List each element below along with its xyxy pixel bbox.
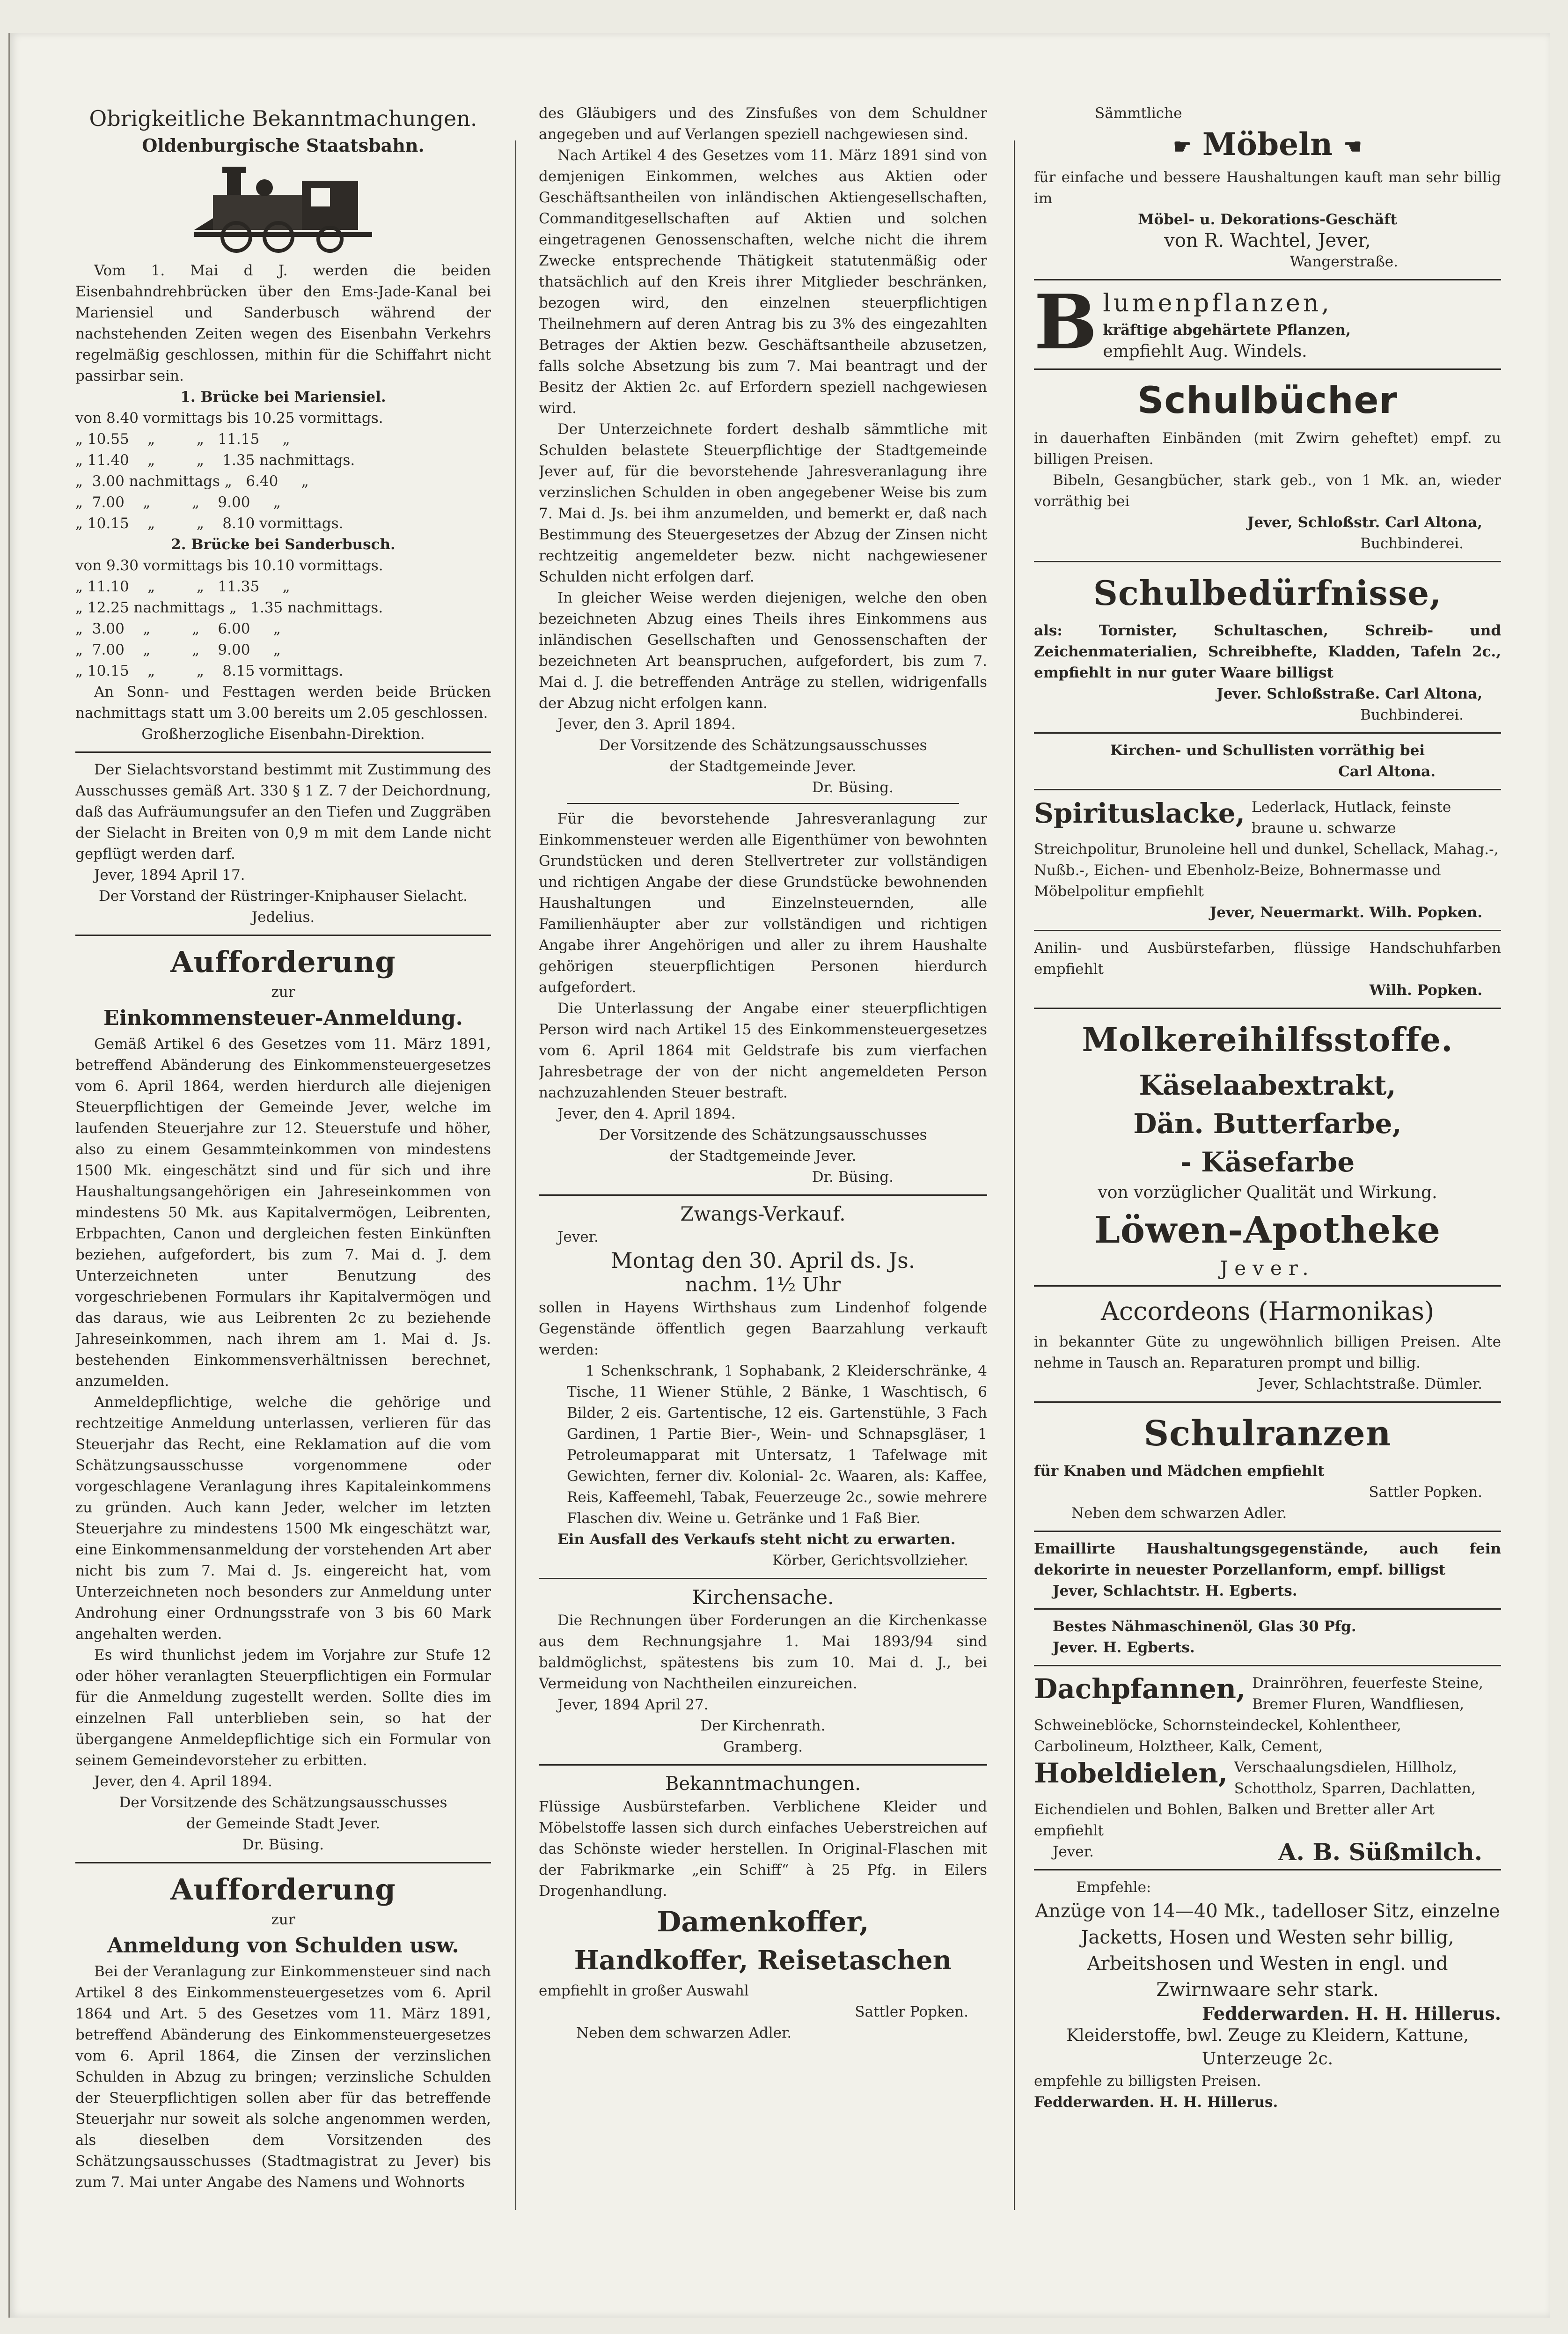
- locomotive-illustration: [185, 162, 381, 256]
- schedule-row: von 9.30 vormittags bis 10.10 vormittags.: [75, 557, 383, 574]
- column-2: [539, 103, 987, 2243]
- ad-text: für Knaben und Mädchen empfiehlt: [1034, 1463, 1325, 1480]
- ad-headline: Hobeldielen,: [1034, 1757, 1228, 1789]
- ad-headline: Schulbücher: [1137, 380, 1398, 422]
- holiday-note: An Sonn- und Festtagen werden beide Brücken nachmittags statt um 3.00 bereits um 2.05 geschlossen.: [75, 684, 491, 722]
- pointing-hand-icon: ☚: [1343, 135, 1362, 159]
- ad-text: Verschaalungsdielen, Hillholz, Schottholz, Sparren, Dachlatten, Eichendielen und Bohlen, Balken und Bretter aller Art empfiehlt: [1034, 1759, 1476, 1839]
- signature: der Gemeinde Stadt Jever.: [186, 1815, 380, 1832]
- ad-text: kräftige abgehärtete Pflanzen,: [1103, 322, 1351, 339]
- ad-text: Empfehle:: [1076, 1879, 1151, 1896]
- ad-signature: Sattler Popken.: [855, 2003, 968, 2020]
- hobel-ad: [1034, 1757, 1501, 1841]
- ad-text: in dauerhaften Einbänden (mit Zwirn geheftet) empf. zu billigen Preisen.: [1034, 430, 1501, 468]
- divider: [1034, 1008, 1501, 1009]
- signature: Körber, Gerichtsvollzieher.: [772, 1552, 968, 1569]
- divider: [539, 1578, 987, 1579]
- spiritus-ad: [1034, 797, 1501, 902]
- ad-signature: Jever, Neuermarkt. Wilh. Popken.: [1209, 904, 1482, 921]
- place-line: Jever.: [557, 1229, 599, 1245]
- notice-zur: zur: [271, 984, 295, 1001]
- divider: [1034, 279, 1501, 280]
- ad-text: Bestes Nähmaschinenöl, Glas 30 Pfg.: [1053, 1618, 1356, 1635]
- ad-headline: Handkoffer, Reisetaschen: [574, 1945, 952, 1976]
- blumen-ad: [1034, 287, 1501, 362]
- divider: [1034, 561, 1501, 562]
- schedule-row: „ 10.55 „ „ 11.15 „: [75, 431, 290, 448]
- siel-notice: Der Sielachtsvorstand bestimmt mit Zustimmung des Ausschusses gemäß Art. 330 § 1 Z. 7 der Deichordnung, daß das Aufräumungsufer an den Tiefen und Zuggräben der Sielacht in Breiten von 0,9 m mit dem Lande nicht gepflügt werden darf.: [75, 761, 491, 862]
- notice-paragraph: Nach Artikel 4 des Gesetzes vom 11. März 1891 sind von demjenigen Einkommen, welches aus Aktien oder Geschäftsantheilen von inländischen Aktiengesellschaften, Commanditgesellschaften auf Aktien und solchen eingetragenen Genossenschaften, welche nicht die ihrem Zwecke entsprechende Thätigkeit statutenmäßig oder thatsächlich auf den Kreis ihrer Mitglieder beschränken, bezogen wird, den einzelnen steuerpflichtigen Theilnehmern auf deren Antrag bis zu 3% des eingezahlten Betrages der Aktien bezw. Geschäftsantheile abzusetzen, falls solche Absetzung bis zum 7. Mai beantragt und der Besitz der Aktien 2c. auf Erfordern speziell nachgewiesen wird.: [539, 147, 987, 417]
- ad-signature: Carl Altona.: [1338, 763, 1436, 780]
- schedule-row: „ 10.15 „ „ 8.10 vormittags.: [75, 515, 344, 532]
- signature-name: Dr. Büsing.: [812, 779, 894, 796]
- ad-text: Bibeln, Gesangbücher, stark geb., von 1 Mk. an, wieder vorräthig bei: [1034, 472, 1501, 510]
- ad-signature: Buchbinderei.: [1360, 535, 1464, 552]
- divider: [75, 1862, 491, 1863]
- signature: Der Kirchenrath.: [700, 1717, 826, 1734]
- notice-paragraph: Es wird thunlichst jedem im Vorjahre zur Stufe 12 oder höher veranlagten Steuerpflichtigen ein Formular für die Anmeldung zugestellt werden. Sollte dies im einzelnen Fall unterblieben sein, so hat der übergangene Anmeldepflichtige sich ein Formular von seinem Gemeindevorsteher zu erbitten.: [75, 1647, 491, 1769]
- signature: Der Vorsitzende des Schätzungsausschusses: [599, 1127, 927, 1143]
- ad-text: Sämmtliche: [1095, 105, 1182, 122]
- auction-note: Ein Ausfall des Verkaufs steht nicht zu erwarten.: [557, 1531, 956, 1548]
- ad-text: empfiehlt in großer Auswahl: [539, 1982, 749, 1999]
- ad-headline: Molkereihilfsstoffe.: [1082, 1020, 1453, 1059]
- ad-text: Anzüge von 14—40 Mk., tadelloser Sitz, einzelne Jacketts, Hosen und Westen sehr billig, Arbeitshosen und Westen in engl. und Zwirnwaare sehr stark.: [1035, 1900, 1500, 2001]
- divider: [75, 751, 491, 753]
- auction-date: Montag den 30. April ds. Js.: [610, 1248, 916, 1273]
- ad-headline: Spirituslacke,: [1034, 797, 1245, 829]
- ad-address: Neben dem schwarzen Adler.: [1071, 1505, 1287, 1522]
- signature: Der Vorsitzende des Schätzungsausschusses: [119, 1794, 447, 1811]
- ad-signature: Jever. H. Egberts.: [1053, 1639, 1195, 1656]
- divider: [1034, 368, 1501, 370]
- notice-paragraph: Anmeldepflichtige, welche die gehörige und rechtzeitige Anmeldung unterlassen, verlieren für das Steuerjahr das Recht, eine Reklamation auf die vom Schätzungsausschusse vorgenommene oder vorgeschlagene Veranlagung ihres Kapitaleinkommens zu gründen. Auch kann Jeder, welcher im letzten Steuerjahre zu mindestens 1500 Mk eingeschätzt war, eine Einkommensanmeldung der vorstehenden Art aber nicht bis zum 7. Mai d. Js. eingereicht hat, vom Unterzeichneten noch besonders zur Anmeldung unter Androhung einer Ordnungsstrafe von 3 bis 60 Mark angehalten werden.: [75, 1394, 491, 1642]
- signature: Der Vorsitzende des Schätzungsausschusses: [599, 737, 927, 754]
- divider: [1034, 1665, 1501, 1666]
- section-heading: Obrigkeitliche Bekanntmachungen.: [89, 106, 477, 131]
- ad-signature: Buchbinderei.: [1360, 707, 1464, 723]
- divider: [1034, 1531, 1501, 1532]
- ad-signature-row: [1034, 1838, 1501, 1866]
- ad-signature: Jever, Schloßstr. Carl Altona,: [1247, 514, 1482, 531]
- ad-product: Dän. Butterfarbe,: [1133, 1108, 1402, 1140]
- ad-text: für einfache und bessere Haushaltungen kauft man sehr billig im: [1034, 169, 1501, 207]
- ad-headline: Damenkoffer,: [657, 1906, 869, 1938]
- ad-headline: [1034, 126, 1501, 165]
- schedule-row: „ 7.00 „ „ 9.00 „: [75, 641, 281, 658]
- ad-headline: lumenpflanzen,: [1103, 289, 1332, 317]
- divider: [1034, 1608, 1501, 1610]
- divider: [1034, 1285, 1501, 1287]
- ad-headline: Schulbedürfnisse,: [1093, 573, 1442, 613]
- notice-paragraph: Die Unterlassung der Angabe einer steuerpflichtigen Person wird nach Artikel 15 des Einkommensteuergesetzes vom 6. April 1864 mit Geldstrafe bis zum vierfachen Jahresbetrage der von der nicht angemeldeten Person nachzuzahlenden Steuer bestraft.: [539, 1000, 987, 1101]
- notice-paragraph: des Gläubigers und des Zinsfußes von dem Schuldner angegeben und auf Verlangen speziell nachgewiesen sind.: [539, 105, 987, 143]
- bridge-1-title: 1. Brücke bei Mariensiel.: [180, 389, 386, 405]
- decorative-initial: B: [1034, 287, 1098, 362]
- date-line: Jever, den 3. April 1894.: [557, 716, 736, 733]
- auction-items: 1 Schenkschrank, 1 Sophabank, 2 Kleiderschränke, 4 Tische, 11 Wiener Stühle, 2 Bänke, 1 Waschtisch, 6 Bilder, 2 eis. Gartentische, 12 eis. Gartenstühle, 3 Fach Gardinen, 1 Partie Bier-, Wein- und Schnapsgläser, 1 Petroleumapparat mit Untersatz, 1 Tafelwage mit Gewichten, ferner div. Kolonial- 2c. Waaren, als: Kaffee, Reis, Kaffeemehl, Tabak, Feuerzeuge 2c., sowie mehrere Flaschen div. Weine u. Getränke und 1 Faß Bier.: [567, 1362, 987, 1527]
- ad-signature: Fedderwarden. H. H. Hillerus.: [1202, 2003, 1501, 2024]
- ad-text: in bekannter Güte zu ungewöhnlich billigen Preisen. Alte nehme in Tausch an. Reparaturen prompt und billig.: [1034, 1333, 1501, 1371]
- schedule-row: „ 7.00 „ „ 9.00 „: [75, 494, 281, 511]
- ad-text: Emaillirte Haushaltungsgegenstände, auch fein dekorirte in neuester Porzellanform, empf. billigst: [1034, 1540, 1501, 1578]
- divider: [567, 803, 959, 804]
- ad-place: Jever.: [1053, 1843, 1094, 1860]
- notice-paragraph: Gemäß Artikel 6 des Gesetzes vom 11. März 1891, betreffend Abänderung des Einkommensteuergesetzes vom 6. April 1864, werden hierdurch alle diejenigen Steuerpflichtigen der Gemeinde Jever, welche im laufenden Steuerjahre zur 12. Steuerstufe und höher, also zu einem Gesammteinkommen von mindestens 1500 Mk. eingeschätzt sind und für sich und ihre Haushaltungsangehörigen ein Jahreseinkommen von mindestens 50 Mk. aus Kapitalvermögen, Leibrenten, Erbpachten, Canon und dergleichen festen Einkünften beziehen, aufgefordert, bis zum 7. Mai d. J. dem Unterzeichneten unter Benutzung des vorgeschriebenen Formulars ihr Kapitalvermögen und das daraus, wie aus Leibrenten 2c zu beziehende Jahreseinkommen, nach ihrem am 1. Mai d. Js. bestehenden Einkommensverhältnissen berechnet, anzumelden.: [75, 1036, 491, 1390]
- notice-title: Zwangs-Verkauf.: [680, 1202, 846, 1225]
- ad-headline: Accordeons (Harmonikas): [1100, 1296, 1435, 1326]
- schedule-row: „ 3.00 nachmittags „ 6.40 „: [75, 473, 309, 490]
- ad-product: Käselaabextrakt,: [1139, 1069, 1396, 1101]
- ad-signature: empfiehlt Aug. Windels.: [1103, 342, 1307, 361]
- ad-product: - Käsefarbe: [1180, 1146, 1355, 1178]
- divider: [75, 935, 491, 936]
- ad-signature: Jever. Schloßstraße. Carl Altona,: [1216, 685, 1482, 702]
- notice-subtitle: Anmeldung von Schulden usw.: [107, 1934, 459, 1958]
- ad-headline-text: Möbeln: [1202, 126, 1333, 162]
- ad-headline: Schulranzen: [1143, 1414, 1392, 1454]
- ad-text: Drainröhren, feuerfeste Steine, Bremer Fluren, Wandfliesen, Schweineblöcke, Schornsteindeckel, Kohlentheer, Carbolineum, Holztheer, Kalk, Cement,: [1034, 1675, 1483, 1755]
- newspaper-page: [8, 33, 1550, 2318]
- ad-shop: Möbel- u. Dekorations-Geschäft: [1138, 211, 1397, 228]
- signature: der Stadtgemeinde Jever.: [669, 758, 857, 775]
- notice-paragraph: sollen in Hayens Wirthshaus zum Lindenhof folgende Gegenstände öffentlich gegen Baarzahlung verkauft werden:: [539, 1299, 987, 1358]
- notice-paragraph: Die Rechnungen über Forderungen an die Kirchenkasse aus dem Rechnungsjahre 1. Mai 1893/94 sind baldmöglichst, spätestens bis zum 10. Mai d. J., bei Vermeidung von Nachtheilen einzureichen.: [539, 1612, 987, 1692]
- signature: Großherzogliche Eisenbahn-Direktion.: [141, 726, 425, 743]
- schedule-row: von 8.40 vormittags bis 10.25 vormittags.: [75, 410, 383, 427]
- notice-paragraph: Bei der Veranlagung zur Einkommensteuer sind nach Artikel 8 des Einkommensteuergesetzes vom 6. April 1864 und Art. 5 des Gesetzes vom 11. März 1891, betreffend Abänderung des Einkommensteuergesetzes vom 6. April 1864, die Zinsen der verzinslichen Schulden in Abzug zu bringen; verzinsliche Schulden der Steuerpflichtigen sollen aber für das betreffende Steuerjahr nur soweit als solche angenommen werden, als dieselben dem Vorsitzenden des Schätzungsausschusses (Stadtmagistrat zu Jever) bis zum 7. Mai unter Angabe des Namens und Wohnorts: [75, 1963, 491, 2191]
- notice-paragraph: Der Unterzeichnete fordert deshalb sämmtliche mit Schulden belastete Steuerpflichtige der Stadtgemeinde Jever auf, für die bevorstehende Jahresveranlagung ihre verzinslichen Schulden in oben angegebener Weise bis zum 7. Mai d. Js. bei ihm anzumelden, und bemerkt er, daß nach Bestimmung des Steuergesetzes der Abzug der Zinsen nicht rechtzeitig angemeldeter bezw. nicht nachgewiesener Schulden nicht erfolgen darf.: [539, 421, 987, 585]
- auction-time: nachm. 1½ Uhr: [685, 1273, 841, 1296]
- ad-signature: Wilh. Popken.: [1369, 982, 1482, 999]
- dach-ad: [1034, 1673, 1501, 1757]
- column-divider: [515, 140, 516, 2210]
- ad-text: Lederlack, Hutlack, feinste braune u. schwarze Streichpolitur, Brunoleine hell und dunkel, Schellack, Mahag.-, Nußb.-, Eichen- und Ebenholz-Beize, Bohnermasse und Möbelpolitur empfiehlt: [1034, 799, 1499, 900]
- notice-title: Aufforderung: [170, 945, 396, 979]
- ad-owner: von R. Wachtel, Jever,: [1164, 230, 1371, 251]
- ad-paragraph: Flüssige Ausbürstefarben. Verblichene Kleider und Möbelstoffe lassen sich durch einfaches Ueberstreichen auf das Schönste wieder herstellen. In Original-Flaschen mit der Fabrikmarke „ein Schiff“ à 25 Pfg. in Eilers Drogenhandlung.: [539, 1798, 987, 1900]
- ad-headline: Löwen-Apotheke: [1094, 1209, 1441, 1252]
- bridge-2-schedule: [75, 555, 491, 682]
- notice-zur: zur: [271, 1911, 295, 1928]
- notice-paragraph: In gleicher Weise werden diejenigen, welche den oben bezeichneten Abzug eines Theils ihres Einkommens aus inländischen Gesellschaften und Genossenschaften der bezeichneten Art beanspruchen, aufgefordert, bis zum 7. Mai d. J. die betreffenden Anträge zu stellen, widrigenfalls der Abzug nicht erfolgen kann.: [539, 589, 987, 712]
- ad-address: Neben dem schwarzen Adler.: [576, 2025, 792, 2041]
- column-3: [1034, 103, 1501, 2257]
- ad-signature: Sattler Popken.: [1369, 1484, 1482, 1501]
- date-line: Jever, den 4. April 1894.: [94, 1773, 272, 1790]
- signature-name: Jedelius.: [251, 909, 315, 926]
- ad-signature: Jever, Schlachtstr. H. Egberts.: [1053, 1583, 1297, 1599]
- ad-address: Wangerstraße.: [1290, 253, 1398, 270]
- ad-text: Anilin- und Ausbürstefarben, flüssige Handschuhfarben empfiehlt: [1034, 940, 1501, 978]
- schedule-row: „ 11.10 „ „ 11.35 „: [75, 578, 290, 595]
- bridge-1-schedule: [75, 408, 491, 534]
- bridge-2-title: 2. Brücke bei Sanderbusch.: [171, 536, 396, 553]
- divider: [1034, 789, 1501, 790]
- ad-signature: Jever, Schlachtstraße. Dümler.: [1258, 1376, 1482, 1392]
- ad-text: Kirchen- und Schullisten vorräthig bei: [1110, 742, 1425, 759]
- section-heading: Bekanntmachungen.: [665, 1773, 861, 1795]
- bahn-notice: Vom 1. Mai d J. werden die beiden Eisenbahndrehbrücken über den Ems-Jade-Kanal bei Mariensiel und Sanderbusch während der nachstehenden Zeiten wegen des Eisenbahn Verkehrs regelmäßig geschlossen, mithin für die Schiffahrt nicht passirbar sein.: [75, 262, 491, 384]
- signature-name: Dr. Büsing.: [242, 1836, 324, 1853]
- ad-city: Jever.: [1220, 1257, 1315, 1280]
- notice-title: Kirchensache.: [692, 1586, 834, 1609]
- notice-heading: Oldenburgische Staatsbahn.: [142, 135, 425, 156]
- schedule-row: „ 3.00 „ „ 6.00 „: [75, 620, 281, 637]
- notice-title: Aufforderung: [170, 1872, 396, 1907]
- pointing-hand-icon: ☛: [1173, 135, 1192, 159]
- schedule-row: „ 10.15 „ „ 8.15 vormittags.: [75, 663, 344, 679]
- signature: der Stadtgemeinde Jever.: [669, 1148, 857, 1164]
- divider: [1034, 732, 1501, 734]
- divider: [1034, 1401, 1501, 1403]
- date-line: Jever, 1894 April 17.: [94, 867, 245, 884]
- schedule-row: „ 11.40 „ „ 1.35 nachmittags.: [75, 452, 355, 469]
- ad-signature: Fedderwarden. H. H. Hillerus.: [1034, 2094, 1278, 2111]
- divider: [539, 1194, 987, 1196]
- notice-paragraph: Für die bevorstehende Jahresveranlagung zur Einkommensteuer werden alle Eigenthümer von bewohnten Grundstücken und deren Stellvertreter zur vollständigen und richtigen Angabe der diese Grundstücke bewohnenden Haushaltungen und Einzelnsteuernden, alle Familienhäupter aber zur vollständigen und richtigen Angabe ihrer Angehörigen und aller zu ihrem Haushalte gehörigen steuerpflichtigen Personen hierdurch aufgefordert.: [539, 810, 987, 996]
- column-divider: [1014, 140, 1015, 2210]
- column-1: [75, 103, 491, 2238]
- signature-name: Dr. Büsing.: [812, 1169, 894, 1185]
- ad-text: von vorzüglicher Qualität und Wirkung.: [1098, 1183, 1437, 1202]
- schedule-row: „ 12.25 nachmittags „ 1.35 nachmittags.: [75, 599, 383, 616]
- divider: [1034, 930, 1501, 931]
- date-line: Jever, den 4. April 1894.: [557, 1105, 736, 1122]
- ad-text: empfehle zu billigsten Preisen.: [1034, 2073, 1261, 2090]
- ad-headline: Dachpfannen,: [1034, 1673, 1246, 1705]
- signature-name: Gramberg.: [723, 1738, 803, 1755]
- signature: Der Vorstand der Rüstringer-Kniphauser Sielacht.: [99, 888, 468, 905]
- ad-signature: A. B. Süßmilch.: [1278, 1838, 1482, 1866]
- notice-subtitle: Einkommensteuer-Anmeldung.: [103, 1006, 463, 1030]
- ad-text: Kleiderstoffe, bwl. Zeuge zu Kleidern, Kattune, Unterzeuge 2c.: [1066, 2026, 1469, 2069]
- ad-text: als: Tornister, Schultaschen, Schreib- und Zeichenmaterialien, Schreibhefte, Kladden, Tafeln 2c., empfiehlt in nur guter Waare billigst: [1034, 622, 1501, 681]
- divider: [539, 1764, 987, 1766]
- divider: [1034, 1869, 1501, 1870]
- date-line: Jever, 1894 April 27.: [557, 1696, 709, 1713]
